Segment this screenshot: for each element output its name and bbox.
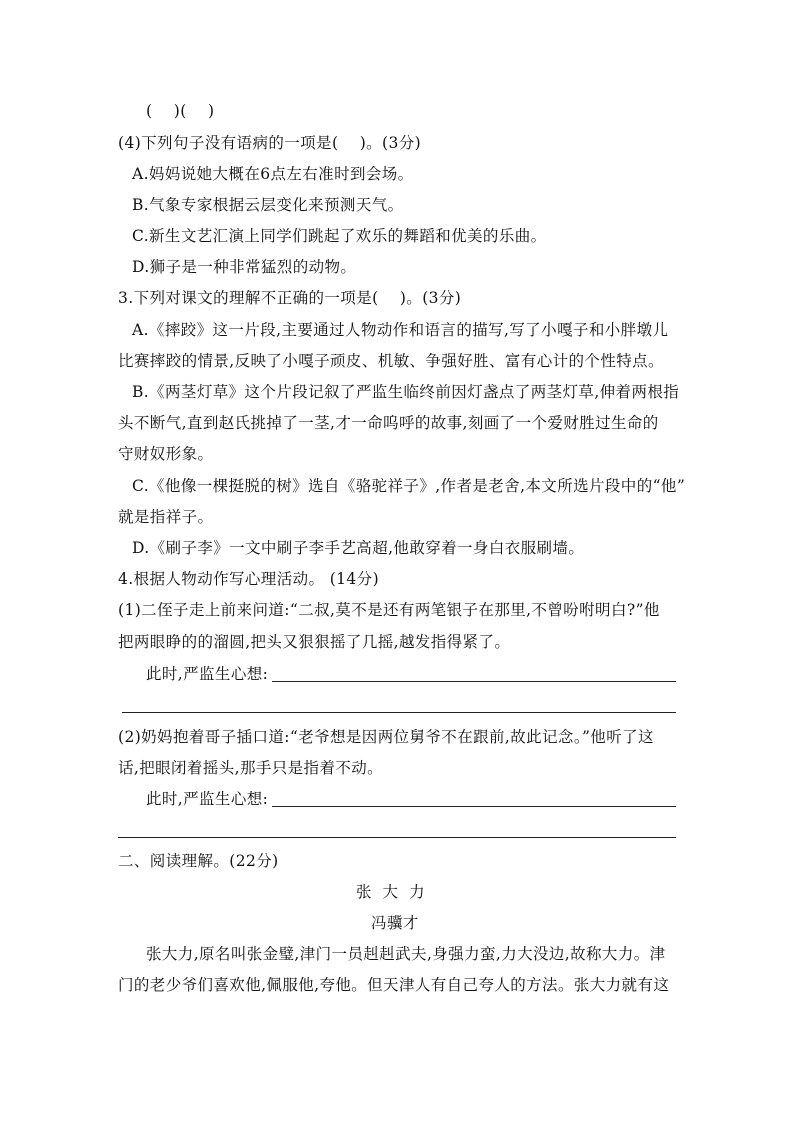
q4-option-b: B.气象专家根据云层变化来预测天气。 <box>132 196 404 214</box>
article-author: 冯骥才 <box>371 914 419 932</box>
q3-option-b-line2: 头不断气,直到赵氏挑掉了一茎,才一命呜呼的故事,刻画了一个爱财胜过生命的 <box>118 414 659 432</box>
q3-option-c-line2: 就是指祥子。 <box>118 508 214 526</box>
q4-item2-prompt: 此时,严监生心想: <box>146 790 269 808</box>
q4-item1-line2: 把两眼睁的的溜圆,把头又狠狠摇了几摇,越发指得紧了。 <box>118 633 511 651</box>
q4-item2-answer-line-1[interactable] <box>272 806 676 807</box>
q4-option-d: D.狮子是一种非常猛烈的动物。 <box>132 258 357 276</box>
q4-item2-line2: 话,把眼闭着摇头,那手只是指着不动。 <box>118 759 384 777</box>
q3-option-b-line1: B.《两茎灯草》这个片段记叙了严监生临终前因灯盏点了两茎灯草,伸着两根指 <box>132 383 680 401</box>
q4-stem: (4)下列句子没有语病的一项是( )。(3分) <box>118 134 422 152</box>
article-paragraph-line1: 张大力,原名叫张金璧,津门一员赳赳武夫,身强力蛮,力大没边,故称大力。津 <box>146 945 666 963</box>
q3-option-c-line1: C.《他像一棵挺脱的树》选自《骆驼祥子》,作者是老舍,本文所选片段中的“他” <box>132 477 686 495</box>
q4-item2-answer-line-2[interactable] <box>118 837 676 838</box>
q4-writing-stem: 4.根据人物动作写心理活动。 (14分) <box>118 570 380 588</box>
answer-blank-pair: ( )( ) <box>146 102 215 120</box>
q3-stem: 3.下列对课文的理解不正确的一项是( )。(3分) <box>118 289 462 307</box>
q3-option-a-line2: 比赛摔跤的情景,反映了小嘎子顽皮、机敏、争强好胜、富有心计的个性特点。 <box>118 352 664 370</box>
q3-option-a-line1: A.《摔跤》这一片段,主要通过人物动作和语言的描写,写了小嘎子和小胖墩儿 <box>132 321 669 339</box>
q4-option-c: C.新生文艺汇演上同学们跳起了欢乐的舞蹈和优美的乐曲。 <box>132 227 547 245</box>
q4-item2-line1: (2)奶妈抱着哥子插口道:“老爷想是因两位舅爷不在跟前,故此记念。”他听了这 <box>118 728 654 746</box>
q3-option-b-line3: 守财奴形象。 <box>118 445 214 463</box>
q4-option-a: A.妈妈说她大概在6点左右准时到会场。 <box>132 165 414 183</box>
article-paragraph-line2: 门的老少爷们喜欢他,佩服他,夸他。但天津人有自己夸人的方法。张大力就有这 <box>118 976 670 994</box>
q4-item1-answer-line-2[interactable] <box>122 712 676 713</box>
q4-item1-prompt: 此时,严监生心想: <box>146 665 269 683</box>
q4-item1-line1: (1)二侄子走上前来问道:“二叔,莫不是还有两笔银子在那里,不曾吩咐明白?”他 <box>118 601 660 619</box>
q3-option-d: D.《刷子李》一文中刷子李手艺高超,他敢穿着一身白衣服刷墙。 <box>132 539 585 557</box>
article-title: 张 大 力 <box>356 883 426 901</box>
section2-heading: 二、阅读理解。(22分) <box>118 852 279 870</box>
q4-item1-answer-line-1[interactable] <box>272 681 676 682</box>
